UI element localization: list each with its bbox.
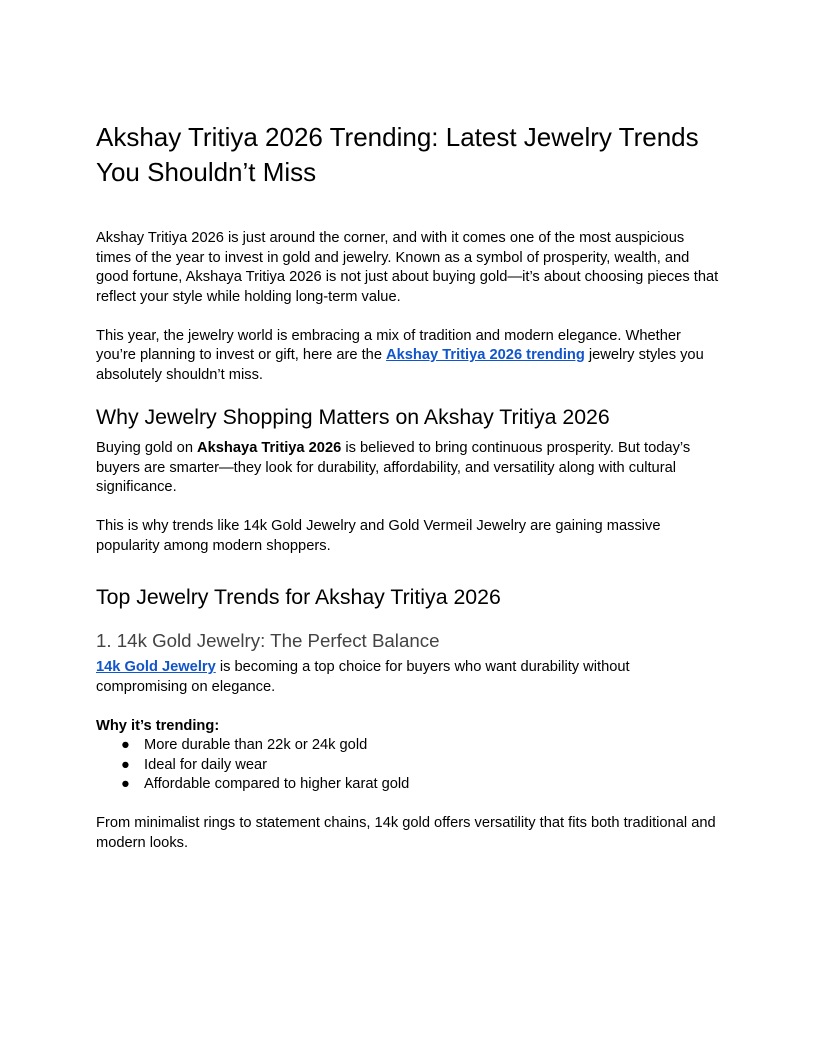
intro-paragraph-1: Akshay Tritiya 2026 is just around the corner, and with it comes one of the most auspicious times of the year to invest in gold and jewelry. Known as a symbol of prosperity, wealth, and good fortune, Akshaya Tritiya 2026 is not just about buying gold—it’s about choosing pieces that reflect your style while holding long-term value. [96, 230, 719, 305]
section-heading-top-trends: Top Jewelry Trends for Akshay Tritiya 2026 [96, 585, 501, 609]
section1-p1-bold: Akshaya Tritiya 2026 [197, 440, 342, 456]
document-page [96, 120, 722, 853]
14k-p1-text: is becoming a top choice for buyers who want durability without compromising on elegance. [96, 659, 630, 695]
section1-paragraph-2: This is why trends like 14k Gold Jewelry and Gold Vermeil Jewelry are gaining massive popularity among modern shoppers. [96, 518, 661, 554]
subheading-14k-gold: 1. 14k Gold Jewelry: The Perfect Balance [96, 630, 440, 651]
why-trending-bold: Why it’s trending: [96, 717, 220, 734]
why-trending-label [96, 717, 722, 737]
14k-gold-jewelry-link[interactable]: 14k Gold Jewelry [96, 659, 216, 675]
section1-p1-text-after: is believed to bring continuous prosperity. But today’s buyers are smarter—they look for durability, affordability, and versatility along with cultural significance. [96, 440, 691, 495]
list-item-text: More durable than 22k or 24k gold [144, 737, 368, 753]
intro-p2-text-after: jewelry styles you absolutely shouldn’t miss. [96, 347, 704, 383]
list-item [121, 736, 722, 756]
14k-paragraph-2: From minimalist rings to statement chains, 14k gold offers versatility that fits both traditional and modern looks. [96, 815, 716, 851]
section1-p1-text: Buying gold on [96, 440, 198, 456]
bullet-icon: ● [121, 737, 130, 753]
14k-paragraph-1 [96, 658, 722, 697]
bullet-icon: ● [121, 756, 130, 773]
list-item [121, 756, 722, 776]
intro-p2-text: This year, the jewelry world is embracing a mix of tradition and modern elegance. Whether you’re planning to invest or gift, here are the [96, 327, 681, 363]
list-item-text: Ideal for daily wear [144, 756, 268, 773]
list-item [121, 775, 722, 795]
trend-reasons-list [96, 736, 722, 795]
bullet-icon: ● [121, 776, 130, 792]
list-item-text: Affordable compared to higher karat gold [144, 776, 410, 792]
section1-paragraph-1 [96, 439, 722, 498]
section-heading-why-jewelry: Why Jewelry Shopping Matters on Akshay Tritiya 2026 [96, 405, 610, 429]
intro-paragraph-2 [96, 327, 722, 386]
document-title: Akshay Tritiya 2026 Trending: Latest Jewelry Trends You Shouldn’t Miss [96, 122, 699, 187]
akshay-tritiya-trending-link[interactable]: Akshay Tritiya 2026 trending [386, 347, 585, 363]
